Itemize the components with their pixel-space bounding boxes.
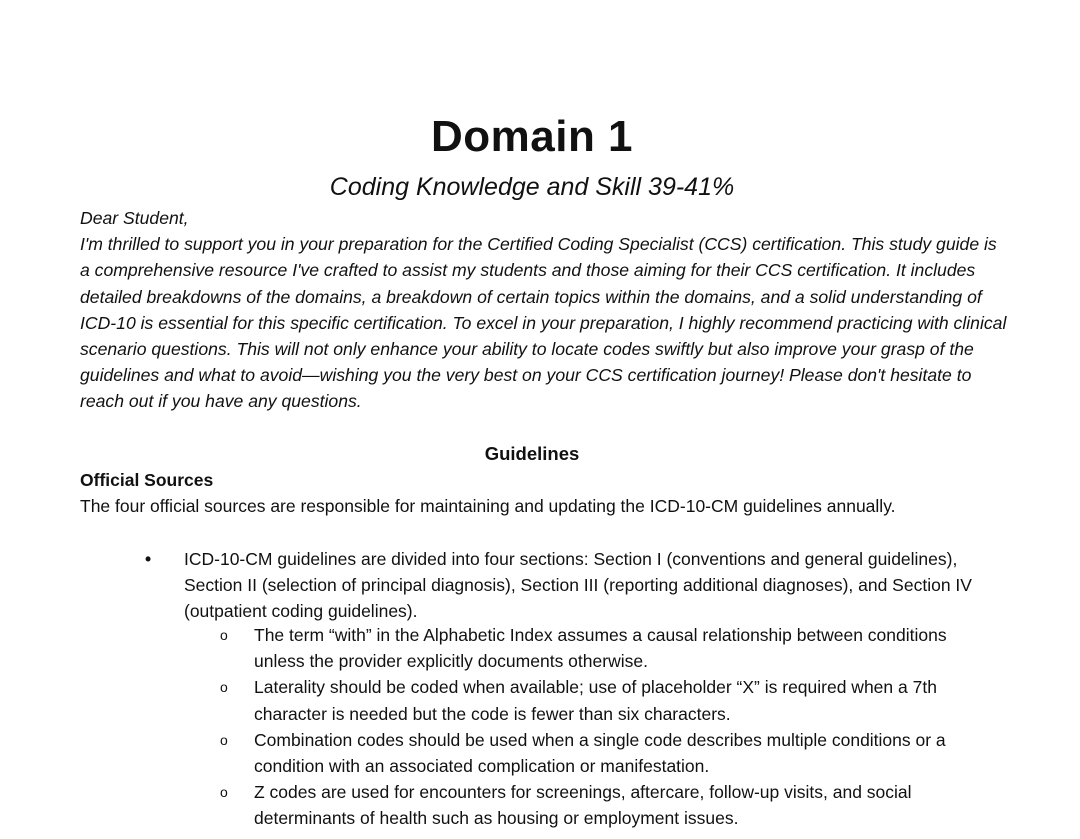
- hollow-bullet-icon: o: [220, 784, 228, 801]
- page-title: Domain 1: [430, 112, 634, 161]
- hollow-bullet-icon: o: [220, 731, 228, 748]
- bullet-item: [145, 546, 1005, 625]
- sub-bullet-item: [220, 622, 1010, 674]
- bullet-text: ICD-10-CM guidelines are divided into four sections: Section I (conventions and general guidelines), Section II (selection of principal diagnosis), Section III (reporting additional diagnoses), and Section IV (outpatient coding guidelines).: [184, 549, 972, 622]
- hollow-bullet-icon: o: [220, 679, 228, 696]
- sub-bullet-text: The term “with” in the Alphabetic Index assumes a causal relationship between conditions unless the provider explicitly documents otherwise.: [254, 625, 947, 672]
- letter-body: I'm thrilled to support you in your preparation for the Certified Coding Specialist (CCS) certification. This study guide is a comprehensive resource I've crafted to assist my students and those aiming for their CCS certification. It includes detailed breakdowns of the domains, a breakdown of certain topics within the domains, and a solid understanding of ICD-10 is essential for this specific certification. To excel in your preparation, I highly recommend practicing with clinical scenario questions. This will not only enhance your ability to locate codes swiftly but also improve your grasp of the guidelines and what to avoid—wishing you the very best on your CCS certification journey! Please don't hesitate to reach out if you have any questions.: [80, 234, 1007, 412]
- sub-bullet-item: [220, 674, 1010, 726]
- sub-bullet-text: Laterality should be coded when available; use of placeholder “X” is required when a 7th character is needed but the code is fewer than six characters.: [254, 677, 937, 724]
- hollow-bullet-icon: o: [220, 627, 228, 643]
- page-subtitle: Coding Knowledge and Skill 39-41%: [329, 173, 735, 201]
- sub-heading-official-sources: Official Sources: [80, 470, 214, 490]
- sub-bullet-item: [220, 779, 1010, 831]
- official-sources-paragraph: The four official sources are responsible for maintaining and updating the ICD-10-CM guidelines annually.: [80, 496, 896, 516]
- bullet-marker-icon: •: [145, 549, 152, 569]
- sub-bullet-item: [220, 727, 1010, 779]
- sub-bullet-text: Z codes are used for encounters for screenings, aftercare, follow-up visits, and social determinants of health such as housing or employment issues.: [254, 782, 912, 829]
- intro-letter: [80, 205, 1010, 415]
- section-heading-guidelines: Guidelines: [484, 443, 580, 464]
- letter-greeting: Dear Student,: [80, 208, 189, 228]
- sub-bullet-list: [220, 622, 1010, 832]
- sub-bullet-text: Combination codes should be used when a single code describes multiple conditions or a condition with an associated complication or manifestation.: [254, 729, 946, 777]
